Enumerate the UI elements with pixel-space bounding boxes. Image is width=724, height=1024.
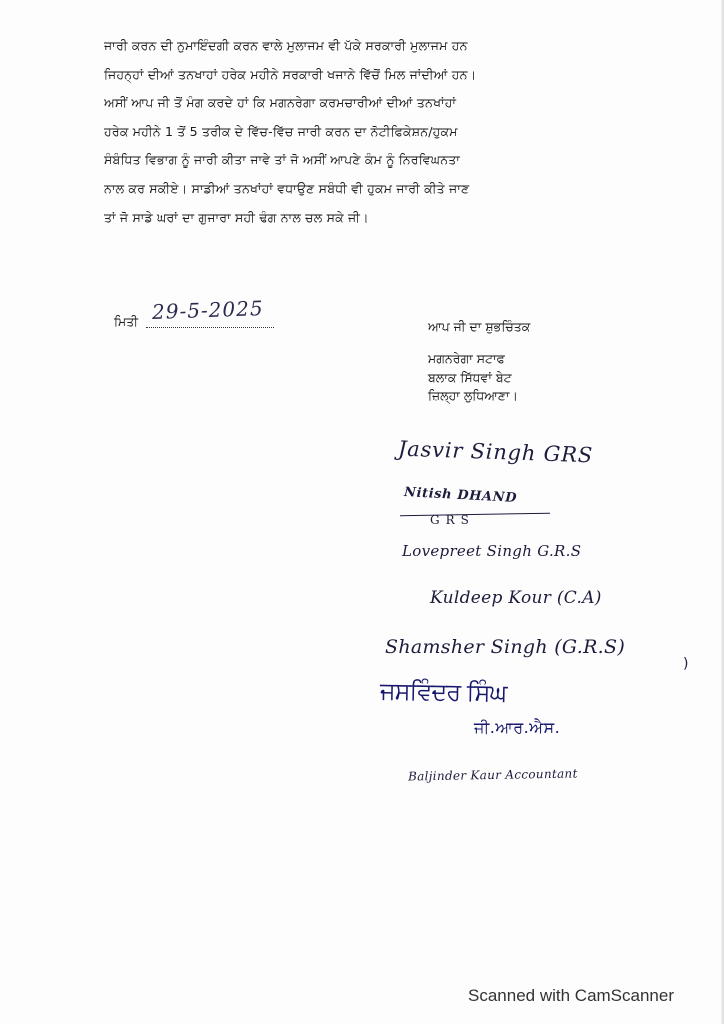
- signature-kuldeep-kour: Kuldeep Kour (C.A): [430, 588, 602, 608]
- signature-jasvir-singh: Jasvir Singh GRS: [397, 436, 594, 468]
- camscanner-watermark: Scanned with CamScanner: [468, 986, 675, 1005]
- sender-line: ਬਲਾਕ ਸਿੱਧਵਾਂ ਬੇਟ: [428, 369, 512, 385]
- date-label: ਮਿਤੀ: [114, 314, 139, 329]
- body-line: ਜਿਹਨ੍ਹਾਂ ਦੀਆਂ ਤਨਖਾਹਾਂ ਹਰੇਕ ਮਹੀਨੇ ਸਰਕਾਰੀ ਖਜਾਨੇ ਵਿੱਚੋਂ ਮਿਲ ਜਾਂਦੀਆਂ ਹਨ।: [104, 66, 477, 82]
- body-line: ਸੰਬੰਧਿਤ ਵਿਭਾਗ ਨੂੰ ਜਾਰੀ ਕੀਤਾ ਜਾਵੇ ਤਾਂ ਜੋ ਅਸੀਂ ਆਪਣੇ ਕੰਮ ਨੂੰ ਨਿਰਵਿਘਨਤਾ: [104, 152, 461, 168]
- sender-line: ਜ਼ਿਲ੍ਹਾ ਲੁਧਿਆਣਾ।: [428, 388, 518, 403]
- signature-baljinder-kaur: Baljinder Kaur Accountant: [407, 766, 578, 784]
- date-dotted-line: [146, 327, 274, 328]
- closing-salutation: ਆਪ ਜੀ ਦਾ ਸ਼ੁਭਚਿੰਤਕ: [428, 319, 531, 334]
- signature-nitish-dhand: Nitish DHAND: [403, 485, 518, 506]
- body-line: ਜਾਰੀ ਕਰਨ ਦੀ ਨੁਮਾਇੰਦਗੀ ਕਰਨ ਵਾਲੇ ਮੁਲਾਜਮ ਵੀ ਪੱਕੇ ਸਰਕਾਰੀ ਮੁਲਾਜਮ ਹਨ: [104, 38, 468, 53]
- signature-lovepreet-singh: Lovepreet Singh G.R.S: [402, 542, 582, 560]
- body-line: ਹਰੇਕ ਮਹੀਨੇ 1 ਤੋਂ 5 ਤਰੀਕ ਦੇ ਵਿੱਚ-ਵਿੱਚ ਜਾਰੀ ਕਰਨ ਦਾ ਨੋਟੀਫਿਕੇਸ਼ਨ/ਹੁਕਮ: [104, 123, 458, 139]
- sender-line: ਮਗਨਰੇਗਾ ਸਟਾਫ: [428, 351, 505, 366]
- date-value: 29-5-2025: [151, 296, 264, 324]
- signature-mark: ): [683, 656, 689, 672]
- body-line: ਤਾਂ ਜੋ ਸਾਡੇ ਘਰਾਂ ਦਾ ਗੁਜਾਰਾ ਸਹੀ ਢੰਗ ਨਾਲ ਚਲ ਸਕੇ ਜੀ।: [104, 209, 369, 225]
- date-row: [114, 296, 284, 332]
- body-line: ਅਸੀਂ ਆਪ ਜੀ ਤੋਂ ਮੰਗ ਕਰਦੇ ਹਾਂ ਕਿ ਮਗਨਰੇਗਾ ਕਰਮਚਾਰੀਆਂ ਦੀਆਂ ਤਨਖਾਂਹਾਂ: [104, 95, 457, 111]
- signature-underline: [400, 513, 550, 517]
- signature-shamsher-singh: Shamsher Singh (G.R.S): [385, 636, 626, 658]
- signature-punjabi-role: ਜੀ.ਆਰ.ਐਸ.: [474, 718, 561, 737]
- signature-nitish-role: GRS: [430, 513, 475, 527]
- letter-body: [104, 32, 604, 232]
- signature-punjabi-name: ਜਸਵਿੰਦਰ ਸਿੰਘ: [379, 676, 507, 708]
- sender-block: [428, 350, 518, 406]
- body-line: ਨਾਲ ਕਰ ਸਕੀਏ। ਸਾਡੀਆਂ ਤਨਖਾਂਹਾਂ ਵਧਾਉਣ ਸਬੰਧੀ ਵੀ ਹੁਕਮ ਜਾਰੀ ਕੀਤੇ ਜਾਣ: [104, 180, 470, 196]
